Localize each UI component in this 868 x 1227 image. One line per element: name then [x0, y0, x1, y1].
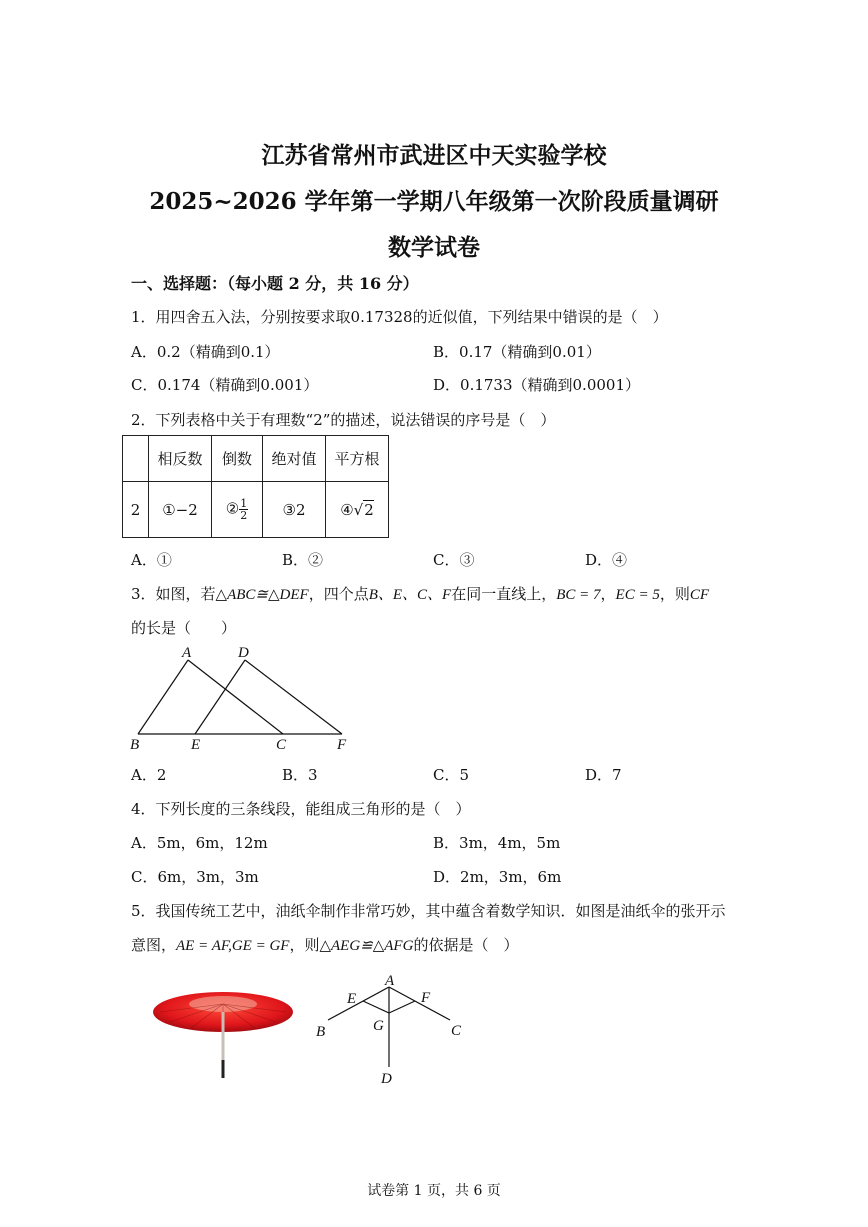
question-4-option-b[interactable]: B．3m，4m，5m [433, 834, 561, 852]
question-1-stem: 1．用四舍五入法，分别按要求取0.17328的近似值，下列结果中错误的是（ ） [131, 308, 668, 326]
label-c: C [451, 1023, 462, 1039]
stem-text: ，则 [289, 936, 320, 954]
question-2-option-c[interactable]: C．③ [433, 551, 475, 569]
question-4-option-d[interactable]: D．2m，3m，6m [433, 868, 562, 886]
question-5-geometry-figure [305, 965, 480, 1090]
stem-text: 的依据是（ ） [413, 936, 519, 954]
stem-text: ，四个点 [308, 585, 369, 603]
label-e: E [191, 737, 201, 753]
question-2-option-b[interactable]: B．② [282, 551, 324, 569]
stem-text: 意图， [131, 936, 177, 954]
label-d: D [238, 645, 249, 661]
question-2-option-a[interactable]: A．① [131, 551, 172, 569]
table-header-empty [123, 436, 149, 482]
table-cell-opposite: ①−2 [149, 482, 212, 538]
table-cell-reciprocal [212, 482, 263, 538]
question-3-option-a[interactable]: A．2 [131, 766, 167, 784]
segment-eg [363, 1001, 389, 1013]
label-b: B [316, 1024, 326, 1040]
question-4-option-c[interactable]: C．6m，3m，3m [131, 868, 259, 886]
page-footer: 试卷第 1 页，共 6 页 [367, 1183, 501, 1199]
question-2-stem: 2．下列表格中关于有理数“2”的描述，说法错误的序号是（ ） [131, 411, 556, 429]
segment-df [245, 660, 342, 734]
question-1-option-c[interactable]: C．0.174（精确到0.001） [131, 376, 319, 394]
label-f: F [337, 737, 347, 753]
label-b: B [130, 737, 140, 753]
radical-sign: √ [353, 500, 364, 519]
point-list: B、E、C、F [368, 587, 452, 603]
segment-ba [138, 660, 188, 734]
label-e: E [347, 991, 357, 1007]
umbrella-icon [150, 982, 300, 1082]
stem-text: ， [600, 585, 616, 603]
label-a: A [385, 973, 395, 989]
exam-title-term: 2025~2026 学年第一学期八年级第一次阶段质量调研 [149, 188, 719, 215]
cell-marker: ② [225, 499, 240, 518]
label-g: G [373, 1018, 384, 1034]
segment-fg [389, 1001, 415, 1013]
table-header-square-root: 平方根 [326, 436, 389, 482]
stem-text: ，则 [659, 585, 690, 603]
stem-text: 3．如图，若 [131, 585, 216, 603]
question-4-stem: 4．下列长度的三条线段，能组成三角形的是（ ） [131, 800, 471, 818]
target-segment: CF [689, 587, 710, 603]
condition-bc: BC = 7 [556, 587, 601, 603]
question-5-stem-line1: 5．我国传统工艺中，油纸伞制作非常巧妙，其中蕴含着数学知识．如图是油纸伞的张开示 [131, 902, 726, 920]
fraction-denominator: 2 [240, 509, 248, 522]
table-row-label: 2 [123, 482, 149, 538]
fraction [239, 498, 248, 521]
table-header-reciprocal: 倒数 [212, 436, 263, 482]
segment-ac [389, 987, 450, 1020]
section-heading-choice: 一、选择题：（每小题 2 分，共 16 分） [131, 274, 419, 293]
question-3-stem-line2: 的长是（ ） [131, 619, 237, 637]
condition-ec: EC = 5 [615, 587, 660, 603]
question-2-option-d[interactable]: D．④ [585, 551, 628, 569]
label-f: F [421, 990, 431, 1006]
exam-title-school: 江苏省常州市武进区中天实验学校 [261, 142, 607, 169]
question-2-table [122, 435, 389, 538]
question-1-option-b[interactable]: B．0.17（精确到0.01） [433, 343, 601, 361]
question-3-option-b[interactable]: B．3 [282, 766, 318, 784]
question-1-option-d[interactable]: D．0.1733（精确到0.0001） [433, 376, 640, 394]
condition-equal-sides: AE = AF,GE = GF [176, 938, 290, 954]
question-4-option-a[interactable]: A．5m，6m，12m [131, 834, 268, 852]
table-cell-square-root [326, 482, 389, 538]
question-5-stem-line2 [131, 934, 518, 955]
exam-title-subject: 数学试卷 [388, 234, 480, 261]
fraction-numerator: 1 [240, 497, 248, 510]
table-header-opposite: 相反数 [149, 436, 212, 482]
table-header-absolute: 绝对值 [263, 436, 326, 482]
segment-ab [328, 987, 389, 1020]
table-cell-absolute: ③2 [263, 482, 326, 538]
question-1-option-a[interactable]: A．0.2（精确到0.1） [131, 343, 280, 361]
label-c: C [276, 737, 287, 753]
cell-marker: ④ [340, 500, 354, 519]
question-3-option-c[interactable]: C．5 [433, 766, 470, 784]
label-d: D [381, 1071, 392, 1087]
question-3-option-d[interactable]: D．7 [585, 766, 622, 784]
label-a: A [182, 645, 192, 661]
square-root [354, 500, 374, 519]
question-3-stem [131, 583, 709, 604]
stem-text: 在同一直线上， [451, 585, 557, 603]
question-3-triangle-figure [125, 640, 365, 755]
congruence-expression: △AEG≌△AFG [319, 938, 414, 954]
congruence-expression: △ABC≅△DEF [215, 587, 309, 603]
radicand: 2 [364, 500, 374, 519]
